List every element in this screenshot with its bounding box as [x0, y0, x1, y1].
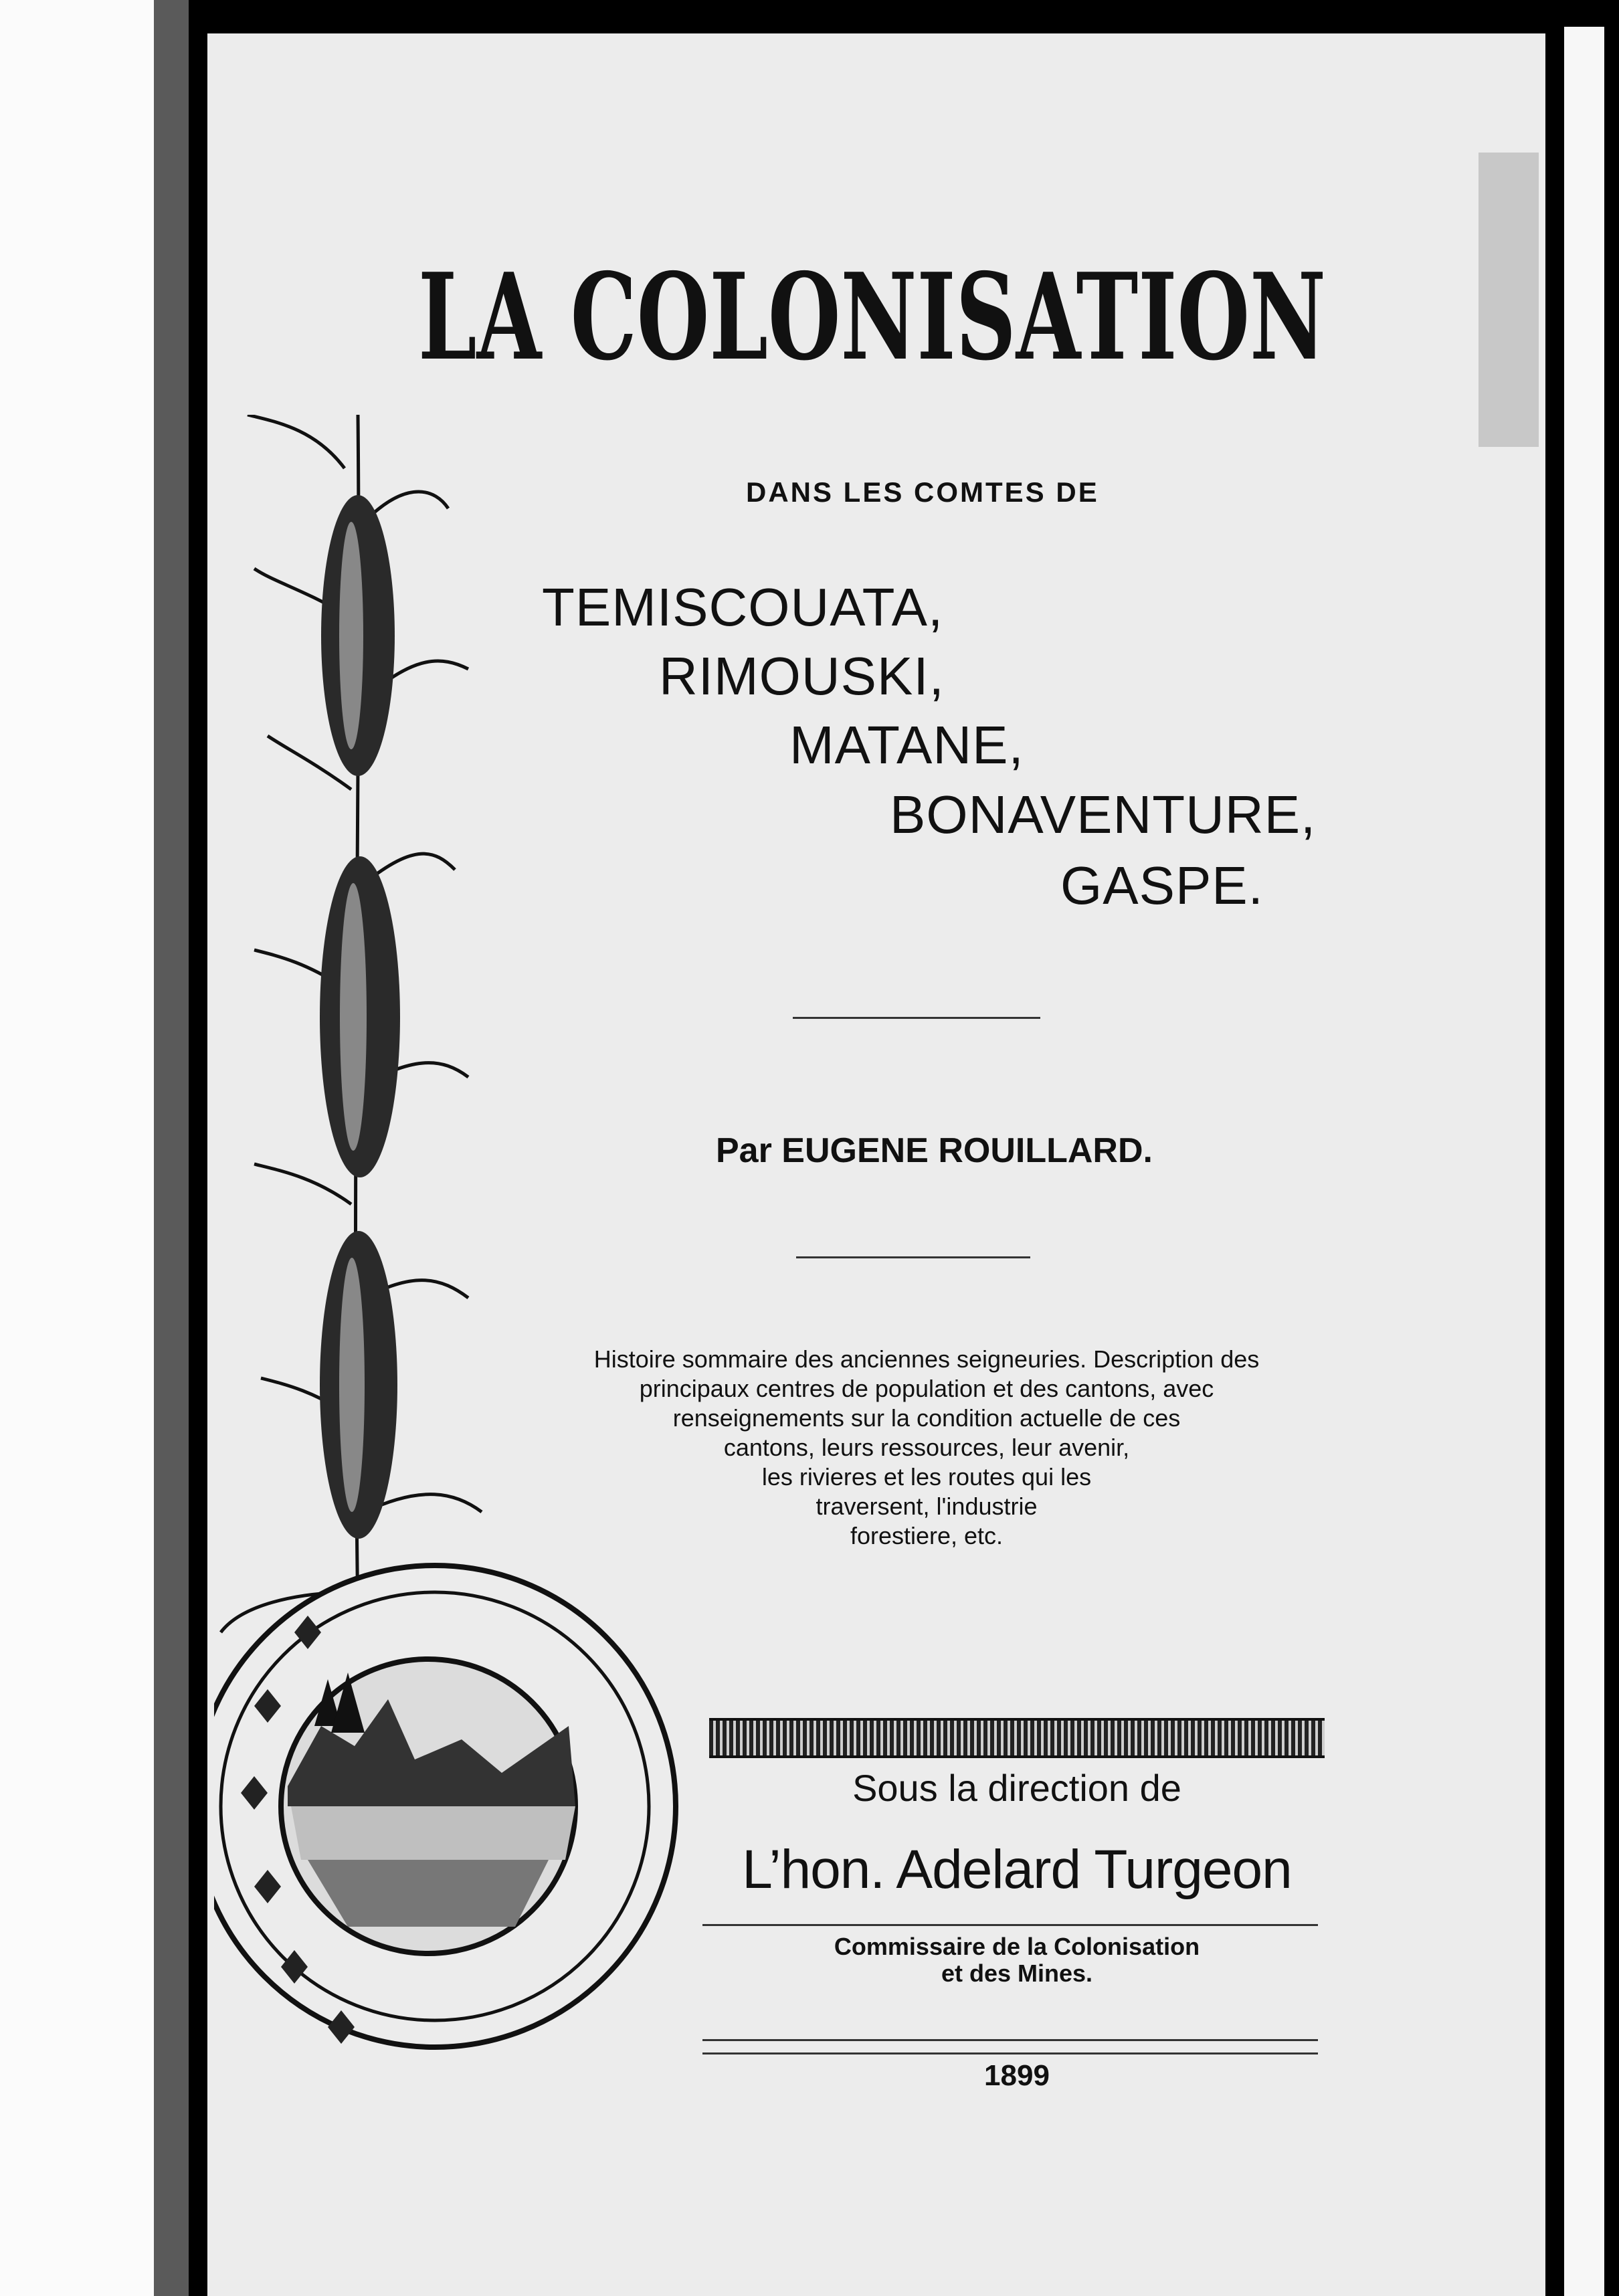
author-byline: Par EUGENE ROUILLARD. [716, 1131, 1153, 1170]
description-line: traversent, l'industrie [816, 1493, 1038, 1520]
publication-year: 1899 [984, 2059, 1050, 2092]
county-name: MATANE, [789, 715, 1024, 775]
page-tab-mark [1479, 153, 1539, 447]
description-line: Histoire sommaire des anciennes seigneuries. Description des [593, 1345, 1260, 1373]
description-line: principaux centres de population et des cantons, avec [639, 1375, 1214, 1402]
right-page-edge [1564, 27, 1604, 2296]
page-gutter [154, 0, 189, 2296]
subtitle: DANS LES COMTES DE [746, 476, 1099, 508]
left-facing-page [0, 0, 154, 2296]
description-line: forestiere, etc. [850, 1522, 1004, 1549]
county-name: GASPE. [1060, 856, 1264, 915]
description-line: renseignements sur la condition actuelle de ces [672, 1404, 1181, 1432]
director-title [709, 1933, 1325, 1987]
director-title-line: et des Mines. [941, 1959, 1093, 1987]
county-name: RIMOUSKI, [659, 646, 945, 706]
divider-rule [796, 1256, 1030, 1258]
description-paragraph [508, 1345, 1345, 1551]
corn-vignette-illustration [214, 415, 736, 2168]
director-title-line: Commissaire de la Colonisation [834, 1933, 1200, 1960]
county-name: TEMISCOUATA, [542, 577, 944, 637]
ornamental-band [709, 1718, 1325, 1758]
description-line: cantons, leurs ressources, leur avenir, [723, 1434, 1130, 1461]
description-line: les rivieres et les routes qui les [761, 1463, 1092, 1491]
landscape-vignette-icon [214, 1565, 676, 2047]
page-title: LA COLONISATION [418, 247, 1326, 387]
direction-label: Sous la direction de [852, 1767, 1181, 1809]
divider-rule [702, 1924, 1318, 1926]
divider-rule [702, 2052, 1318, 2054]
corn-ear-texture [339, 522, 367, 1512]
county-name: BONAVENTURE, [890, 785, 1317, 844]
divider-rule [702, 2039, 1318, 2041]
divider-rule [793, 1017, 1040, 1019]
director-name: L’hon. Adelard Turgeon [742, 1839, 1292, 1900]
